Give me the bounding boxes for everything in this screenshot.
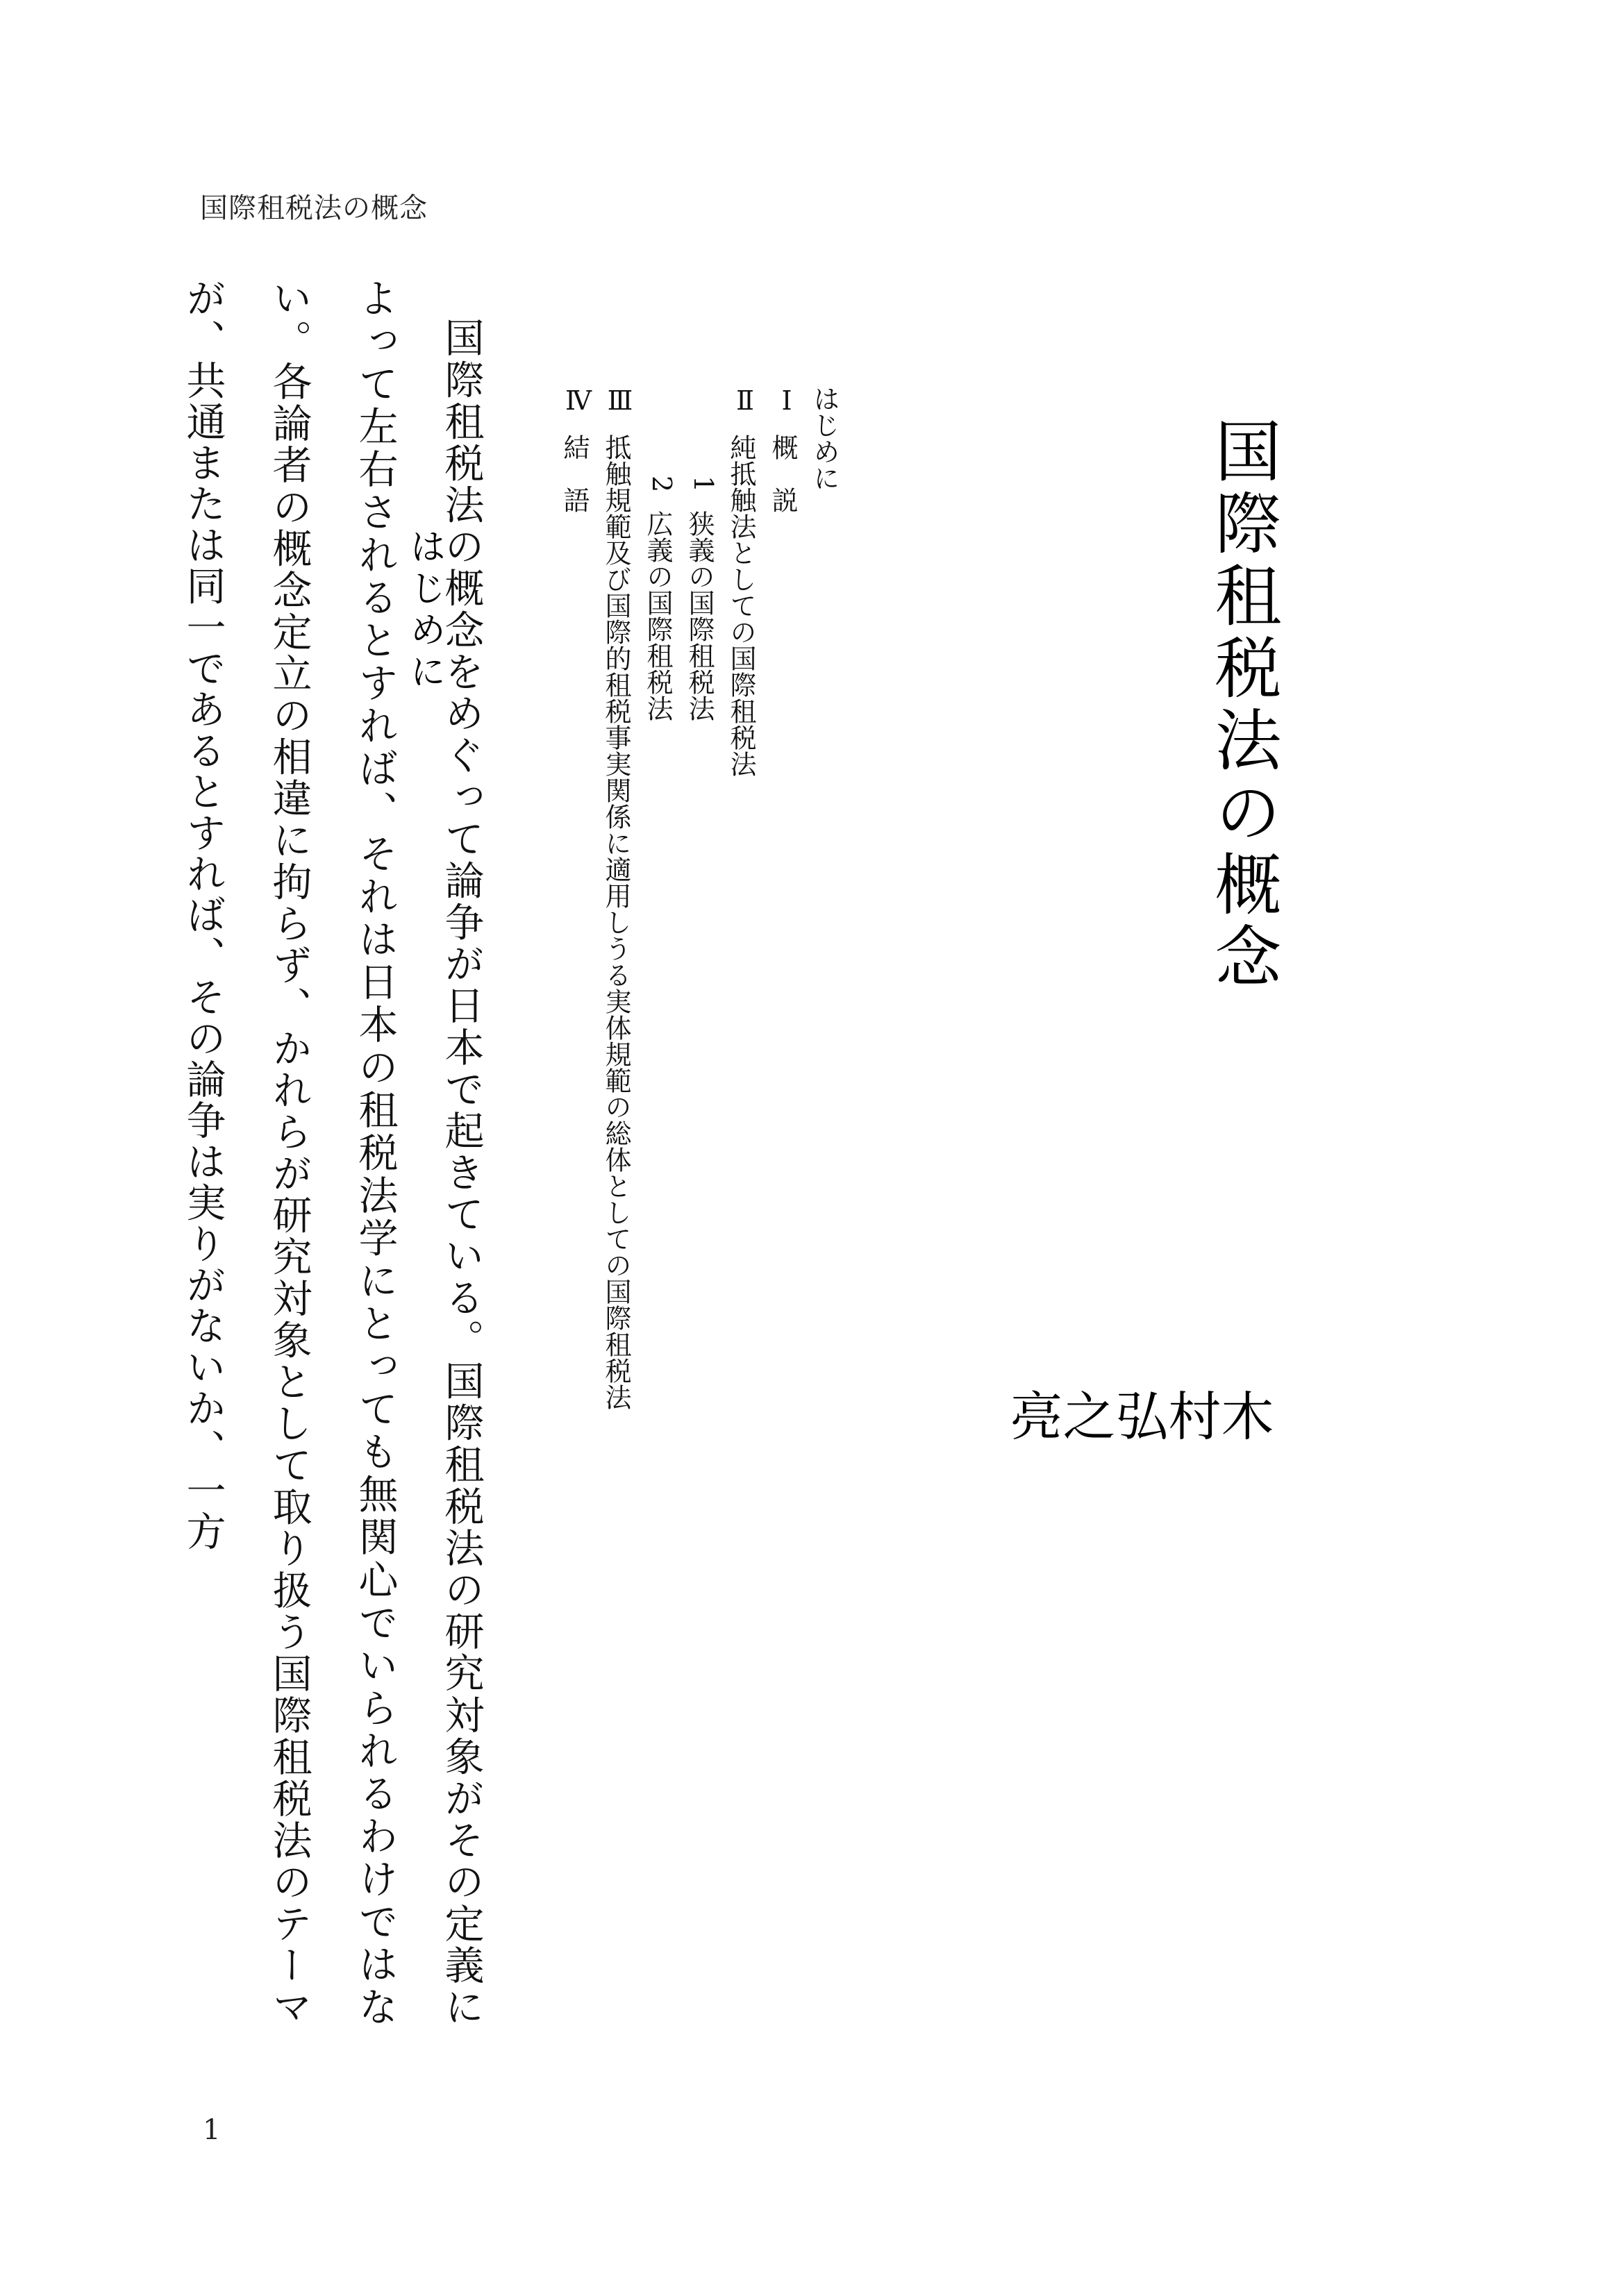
toc-item-3[interactable]: [594, 385, 635, 1441]
toc-number: Ⅰ: [772, 385, 802, 416]
toc-item-2[interactable]: [719, 385, 760, 1441]
running-head: 国際租税法の概念: [200, 192, 428, 224]
toc-item-label: 狭義の国際租税法: [684, 510, 715, 722]
body-paragraph: 国際租税法の概念をめぐって論争が日本で起きている。国際租税法の研究対象がその定義によって左右されるとすれば、それは日本の租税法学にとっても無関心でいられるわけではない。各論者の概念定立の相違に拘らず、かれらが研究対象として取り扱う国際租税法のテーマが、共通または同一であるとすれば、その論争は実りがないか、一方: [180, 278, 484, 2027]
body-text: [160, 278, 504, 2027]
table-of-contents: [552, 385, 844, 1441]
toc-number: Ⅲ: [605, 385, 635, 416]
toc-item-label: はじめに: [809, 385, 840, 491]
toc-number: 2: [647, 476, 677, 493]
article-title: 国際租税法の概念: [1204, 417, 1282, 994]
author-char: 弘: [1107, 1389, 1169, 1441]
toc-item-intro[interactable]: [802, 385, 844, 1441]
toc-item-label: 純抵触法としての国際租税法: [726, 434, 756, 777]
author-char: 木: [1212, 1389, 1274, 1441]
toc-item-4[interactable]: [552, 385, 594, 1441]
section-heading: はじめに: [403, 528, 445, 694]
toc-item-label: 概 説: [767, 434, 798, 513]
toc-number: 1: [688, 476, 719, 493]
toc-item-label: 広義の国際租税法: [642, 510, 673, 722]
author-char: 村: [1160, 1389, 1221, 1441]
toc-item-2-1[interactable]: [677, 385, 719, 1441]
toc-item-2-2[interactable]: [635, 385, 677, 1441]
page-number: 1: [203, 2114, 221, 2146]
author-char: 之: [1054, 1389, 1116, 1441]
toc-item-1[interactable]: [760, 385, 802, 1441]
author-name: [1001, 1389, 1274, 1497]
author-char: 亮: [1001, 1389, 1063, 1441]
toc-number: Ⅱ: [730, 385, 760, 416]
toc-item-label: 抵触規範及び国際的租税事実関係に適用しうる実体規範の総体としての国際租税法: [601, 434, 631, 1410]
toc-number: Ⅳ: [563, 385, 594, 416]
toc-item-label: 結 語: [559, 434, 590, 513]
